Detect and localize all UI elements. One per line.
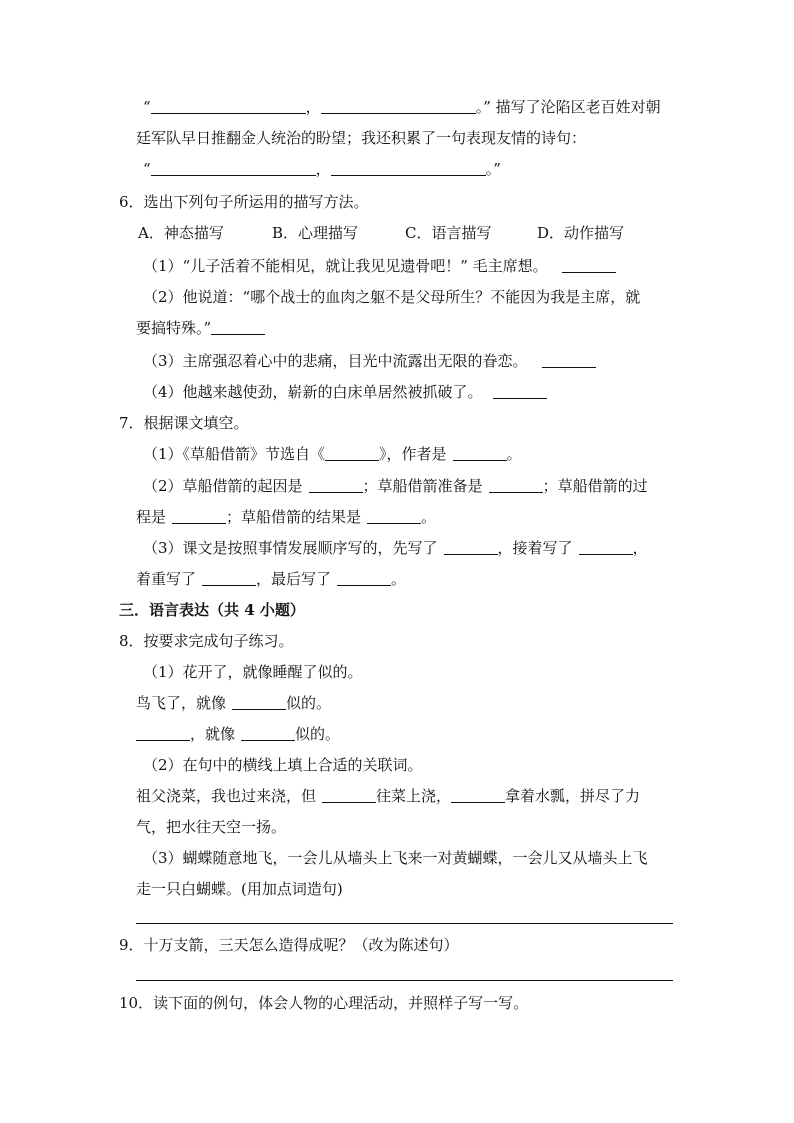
q8-example-2: ，就像 似的。 <box>136 724 340 744</box>
q8-sentence-1: （1）花开了，就像睡醒了似的。 <box>143 663 363 681</box>
q8-example-1: 鸟飞了，就像 似的。 <box>136 694 332 712</box>
answer-line[interactable] <box>136 923 673 924</box>
q8-sentence-3a: （3）蝴蝶随意地飞，一会儿从墙头上飞来一对黄蝴蝶，一会儿又从墙头上飞 <box>143 849 648 867</box>
answer-blank[interactable] <box>322 787 376 803</box>
answer-blank[interactable] <box>579 539 633 555</box>
answer-blank[interactable] <box>331 160 486 176</box>
q7-sentence-2a: （2）草船借箭的起因是 ；草船借箭准备是 ；草船借箭的过 <box>143 477 648 495</box>
answer-blank[interactable] <box>325 445 379 461</box>
answer-blank[interactable] <box>309 477 363 493</box>
answer-blank[interactable] <box>453 445 507 461</box>
answer-blank[interactable] <box>337 570 391 586</box>
q6-option-d: D．动作描写 <box>537 224 625 242</box>
q6-sentence-2a: （2）他说道：“哪个战士的血肉之躯不是父母所生？不能因为我是主席，就 <box>143 288 641 306</box>
q7-stem: 7．根据课文填空。 <box>119 414 249 432</box>
answer-blank[interactable] <box>172 508 226 524</box>
answer-blank[interactable] <box>489 477 543 493</box>
answer-blank[interactable] <box>202 570 256 586</box>
answer-blank[interactable] <box>151 98 306 114</box>
answer-blank[interactable] <box>211 319 265 335</box>
q7-sentence-3b: 着重写了 ，最后写了 。 <box>136 570 407 588</box>
answer-blank[interactable] <box>151 160 316 176</box>
answer-blank[interactable] <box>444 539 498 555</box>
q6-option-b: B．心理描写 <box>272 224 359 242</box>
answer-blank[interactable] <box>367 508 421 524</box>
q8-sentence-3b: 走一只白蝴蝶。(用加点词造句) <box>136 880 343 898</box>
answer-blank[interactable] <box>542 352 596 368</box>
q9-stem: 9．十万支箭，三天怎么造得成呢？（改为陈述句） <box>119 936 459 954</box>
q8-stem: 8．按要求完成句子练习。 <box>119 632 294 650</box>
q6-sentence-1: （1）“儿子活着不能相见，就让我见见遗骨吧！” 毛主席想。 <box>143 256 616 276</box>
q6-sentence-3: （3）主席强忍着心中的悲痛，目光中流露出无限的眷恋。 <box>143 351 596 371</box>
q5-line-3: “ ， 。” <box>143 160 501 178</box>
q6-sentence-4: （4）他越来越使劲，崭新的白床单居然被抓破了。 <box>143 382 547 402</box>
answer-blank[interactable] <box>232 694 286 710</box>
q7-sentence-3a: （3）课文是按照事情发展顺序写的，先写了 ，接着写了 ， <box>143 539 648 557</box>
q7-sentence-1: （1）《草船借箭》节选自《 》，作者是 。 <box>143 445 522 463</box>
answer-blank[interactable] <box>562 257 616 273</box>
answer-line[interactable] <box>136 980 673 981</box>
q8-sentence-2: （2）在句中的横线上填上合适的关联词。 <box>143 756 423 774</box>
section-3-heading: 三．语言表达（共 4 小题） <box>119 601 305 619</box>
answer-blank[interactable] <box>451 787 505 803</box>
q5-line-2: 廷军队早日推翻金人统治的盼望；我还积累了一句表现友情的诗句： <box>136 129 587 147</box>
q6-option-c: C．语言描写 <box>405 224 492 242</box>
answer-blank[interactable] <box>241 725 295 741</box>
answer-blank[interactable] <box>493 383 547 399</box>
answer-blank[interactable] <box>321 98 476 114</box>
answer-blank[interactable] <box>136 725 190 741</box>
q6-stem: 6．选出下列句子所运用的描写方法。 <box>119 193 369 211</box>
q8-sentence-2-text-a: 祖父浇菜，我也过来浇，但 往菜上浇， 拿着水瓢，拼尽了力 <box>136 787 641 805</box>
q7-sentence-2b: 程是 ；草船借箭的结果是 。 <box>136 508 437 526</box>
q8-sentence-2-text-b: 气，把水往天空一扬。 <box>136 818 287 836</box>
q6-option-a: A．神态描写 <box>138 224 224 242</box>
q6-sentence-2b: 要搞特殊。” <box>136 318 265 338</box>
q5-line-1: “ ， 。” 描写了沦陷区老百姓对朝 <box>143 98 661 116</box>
q10-stem: 10．读下面的例句，体会人物的心理活动，并照样子写一写。 <box>119 994 529 1012</box>
